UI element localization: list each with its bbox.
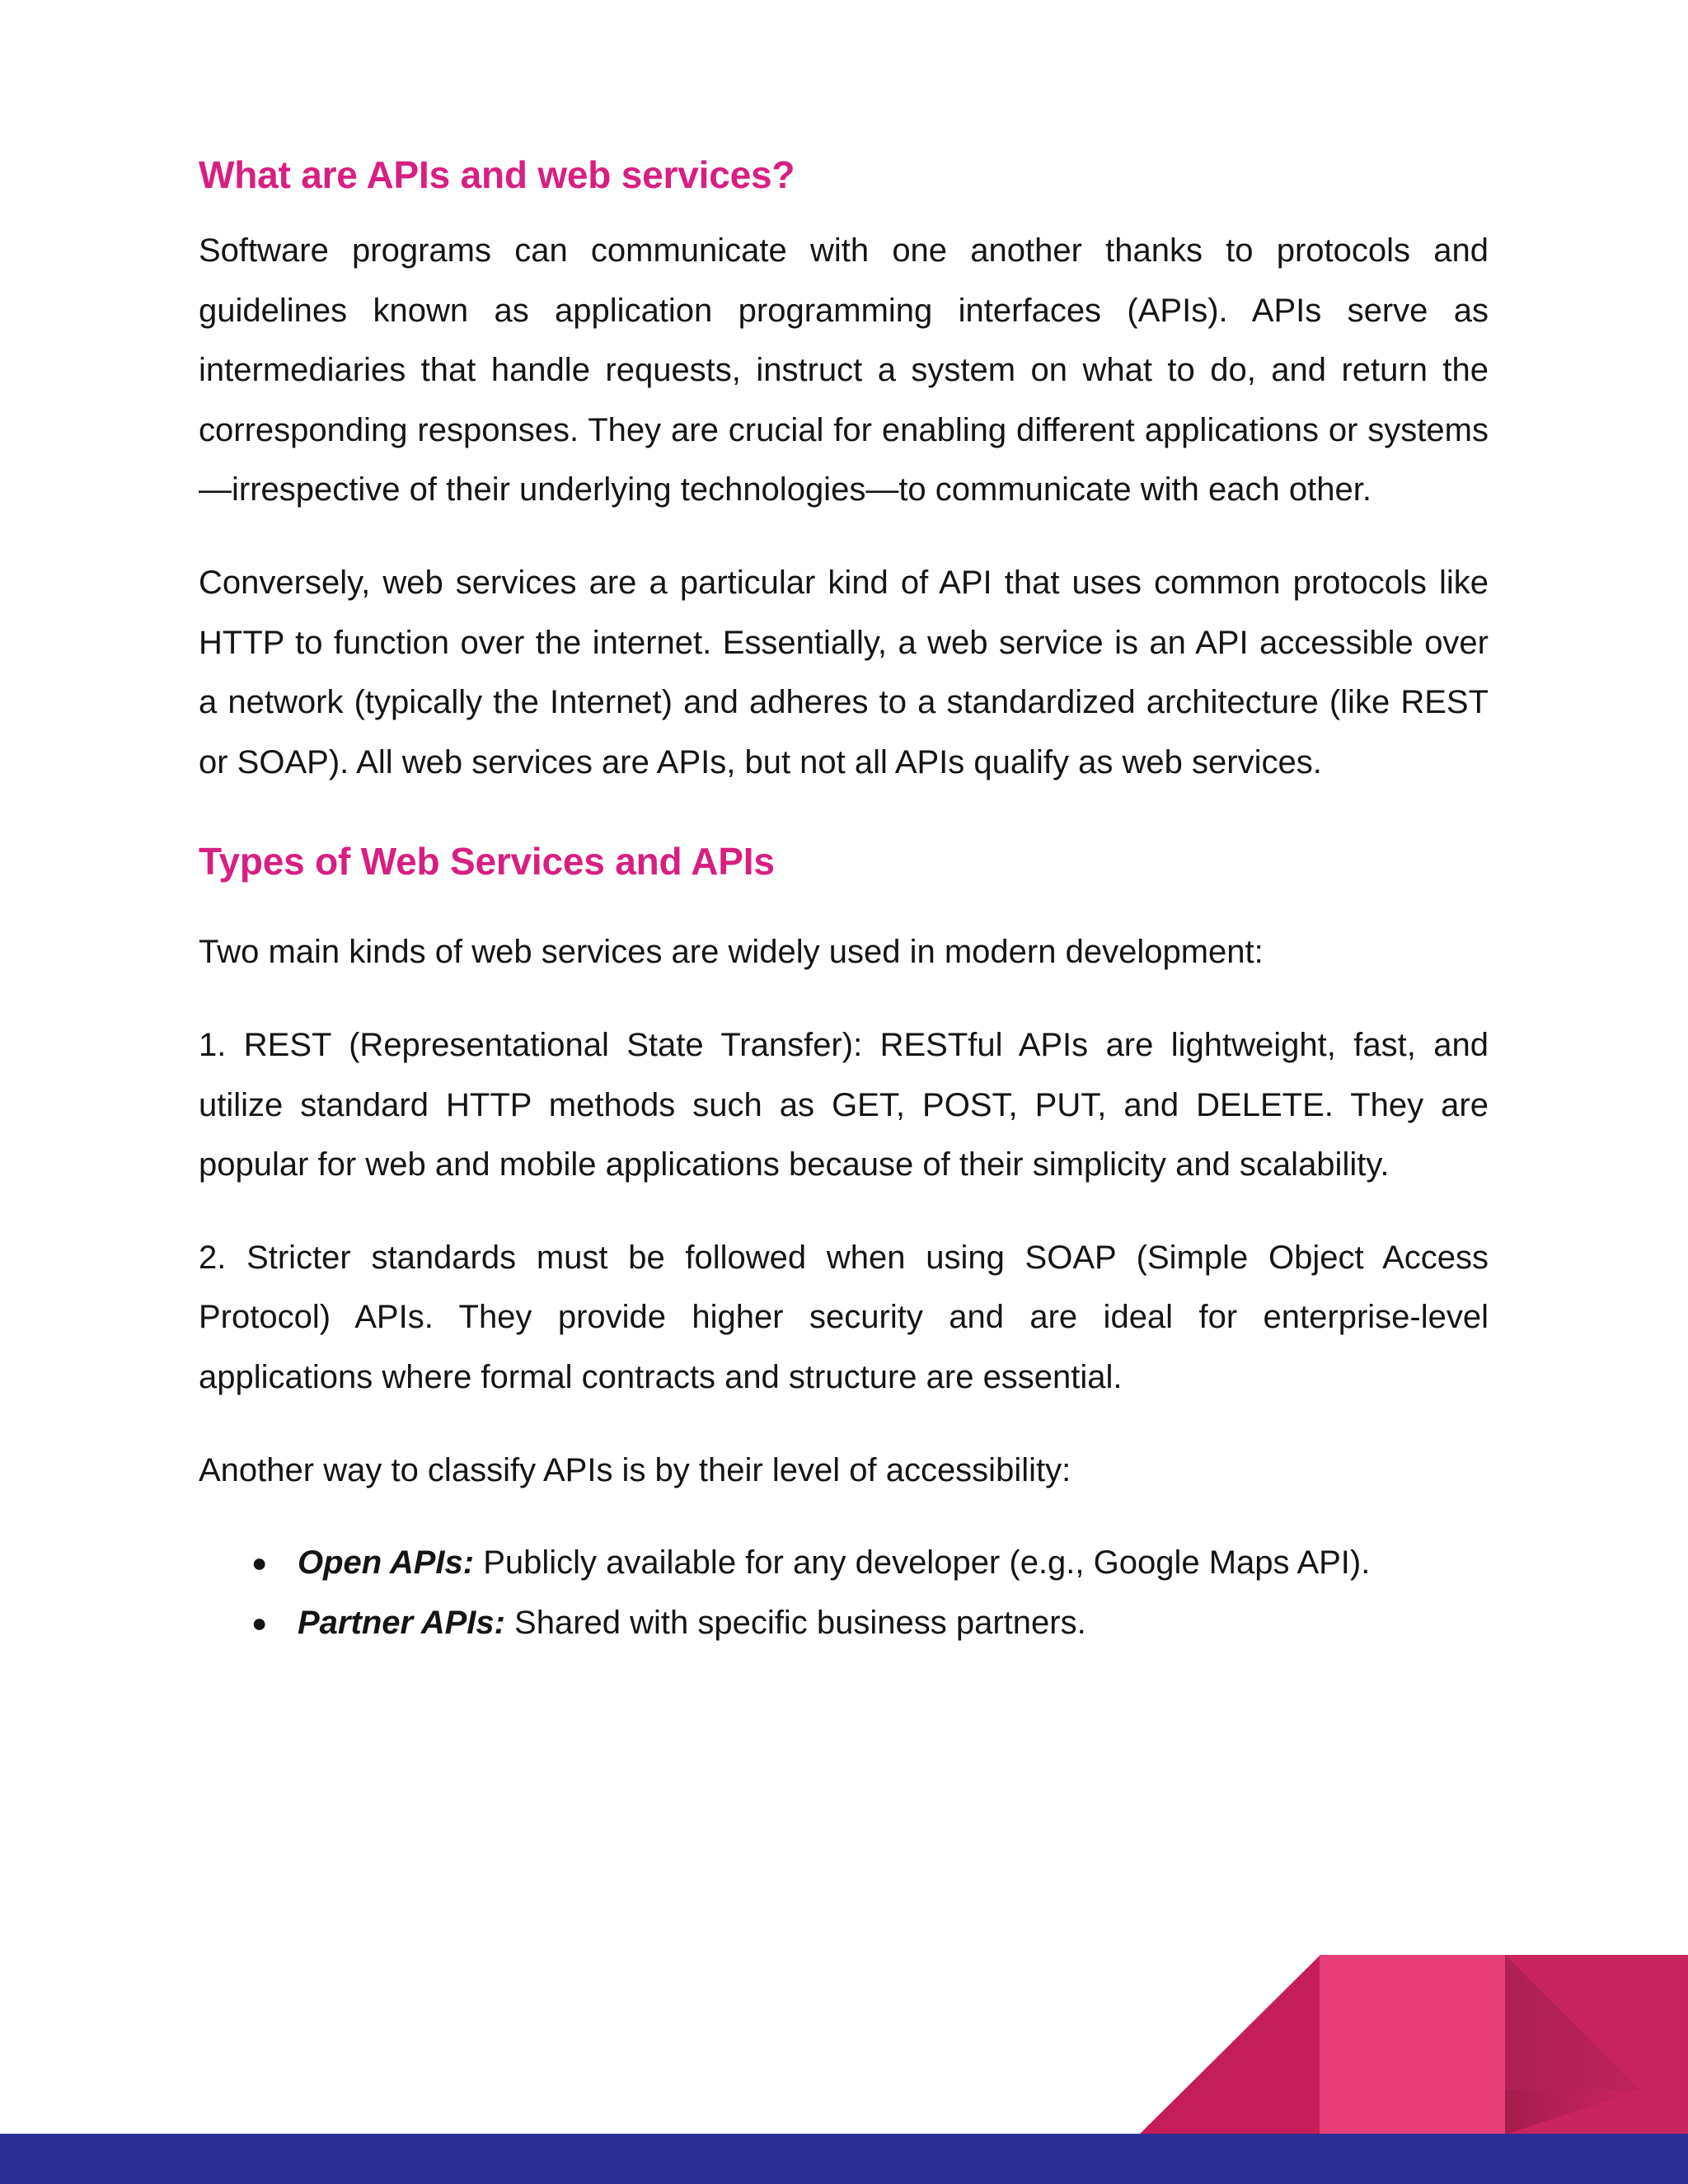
decor-triangle-left (1139, 1955, 1320, 2135)
decor-block-middle (1320, 1955, 1506, 2135)
bullet-icon: ● (251, 1548, 268, 1578)
paragraph-apis-definition: Software programs can communicate with one another thanks to protocols and guidelines known as application programming interfaces (APIs). APIs serve as intermediaries that handle requests, instruct a system on what to do, and return the corresponding responses. They are crucial for enabling different applications or systems—irrespective of their underlying technologies—to communicate with each other. (199, 232, 1489, 509)
paragraph-web-services-definition: Conversely, web services are a particular kind of API that uses common protocols like HTTP to function over the internet. Essentially, a web service is an API accessible over a network (typically the Internet) and adheres to a standardized architecture (like REST or SOAP). All web services are APIs, but not all APIs qualify as web services. (199, 564, 1489, 780)
section-heading-apis-web-services: What are APIs and web services? (199, 153, 795, 196)
paragraph-types-intro: Two main kinds of web services are widely used in modern development: (199, 934, 1264, 971)
list-item-text: Publicly available for any developer (e.g., Google Maps API). (474, 1544, 1371, 1582)
paragraph-classify-intro: Another way to classify APIs is by their level of accessibility: (199, 1451, 1071, 1488)
list-item-term: Partner APIs: (298, 1605, 505, 1642)
paragraph-rest: 1. REST (Representational State Transfer): RESTful APIs are lightweight, fast, and utilize standard HTTP methods such as GET, POST, PUT, and DELETE. They are popular for web and mobile applications because of their simplicity and scalability. (199, 1026, 1489, 1183)
list-item-text: Shared with specific business partners. (504, 1605, 1086, 1642)
section-heading-types: Types of Web Services and APIs (199, 840, 775, 883)
bullet-icon: ● (251, 1608, 268, 1638)
paragraph-soap: 2. Stricter standards must be followed when using SOAP (Simple Object Access Protocol) APIs. They provide higher security and are ideal for enterprise-level applications where formal contracts and structure are essential. (199, 1239, 1489, 1395)
list-item-term: Open APIs: (298, 1544, 475, 1582)
footer-bar (0, 2134, 1688, 2184)
